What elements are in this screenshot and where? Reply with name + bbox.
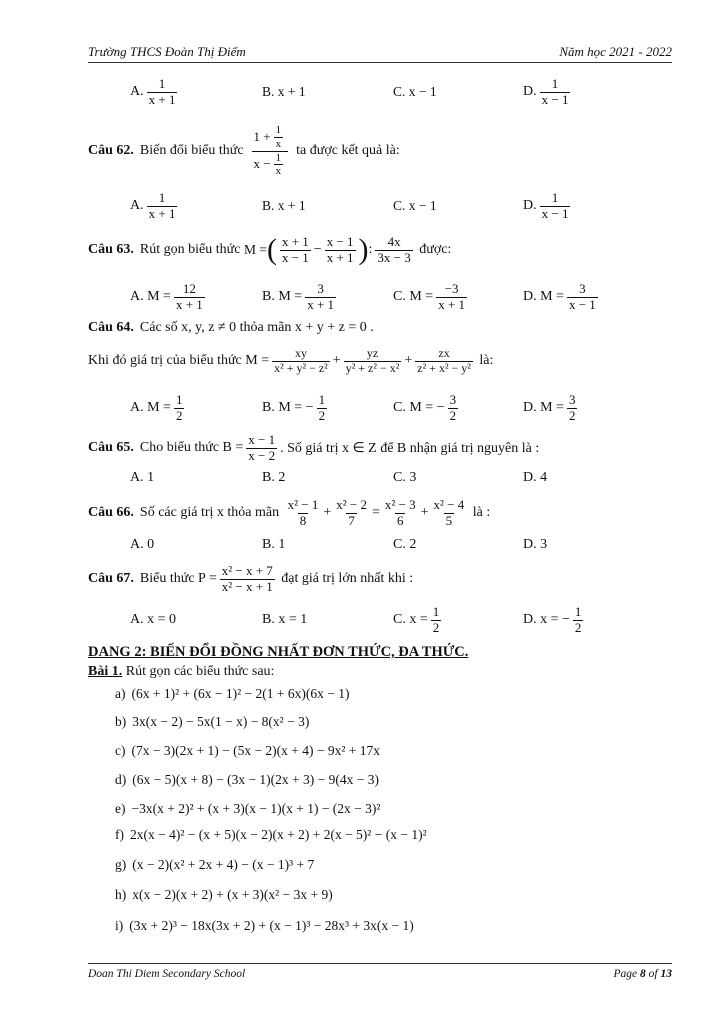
q66-options: [0, 533, 724, 557]
exercise-label: h): [115, 887, 127, 902]
q64-option-c: C. M = − $\frac{3}{2}$: [393, 391, 457, 423]
exercise-expression: (6x + 1)² + (6x − 1)² − 2(1 + 6x)(6x − 1): [131, 686, 350, 701]
q62-option-b: B. x + 1: [262, 198, 306, 213]
q65-option-b: B. 2: [262, 470, 286, 485]
q65-option-d: D. 4: [523, 470, 548, 485]
exercise-label: d): [115, 772, 127, 787]
exercise-expression: 3x(x − 2) − 5x(1 − x) − 8(x² − 3): [132, 714, 310, 729]
question-64-expression: Khi đó giá trị của biểu thức M = $\frac{xy}{\text{x² + y² − z²}}$ + $\frac{yz}{\text{y² + z² − x²}}$ + $\frac{zx}{\text{z² + x² − y²}}$ là:: [88, 345, 494, 375]
exercise-item: [115, 714, 309, 730]
q65-option-c: C. 3: [393, 470, 417, 485]
exercise-item: [115, 887, 333, 903]
exercise-expression: (6x − 5)(x + 8) − (3x − 1)(2x + 3) − 9(4x − 3): [132, 772, 380, 787]
q63-option-d: D. M = $\frac{3}{x - 1}$: [523, 280, 596, 312]
q65-options: [0, 466, 724, 490]
q61-options: [0, 75, 724, 107]
question-67: Câu 67. Biểu thức P = $\frac{\text{x² − x + 7}}{\text{x² − x + 1}}$ đạt giá trị lớn nhất khi :: [88, 562, 414, 594]
q66-label: Câu 66.: [88, 505, 134, 520]
q62-after: ta được kết quả là:: [296, 143, 400, 158]
q64-option-b: B. M = − $\frac{1}{2}$: [262, 391, 326, 423]
question-62: [88, 118, 400, 184]
exercise-item: [115, 918, 414, 934]
q62-option-c: C. x − 1: [393, 198, 437, 213]
q63-text: Rút gọn biểu thức: [139, 242, 241, 257]
q63-label: Câu 63.: [88, 242, 134, 257]
exercise-item: [115, 857, 314, 873]
exercise-label: b): [115, 714, 127, 729]
school-year: Năm học 2021 - 2022: [559, 44, 672, 59]
question-64: [88, 318, 374, 338]
exercise-item: [115, 743, 380, 759]
school-name: Trường THCS Đoàn Thị Điểm: [88, 44, 246, 59]
q66-option-d: D. 3: [523, 537, 548, 552]
exercise-expression: (3x + 2)³ − 18x(3x + 2) + (x − 1)³ − 28x³ + 3x(x − 1): [129, 918, 414, 933]
q64-options: [0, 390, 724, 426]
q64-label: Câu 64.: [88, 320, 134, 335]
exercise-expression: x(x − 2)(x + 2) + (x + 3)(x² − 3x + 9): [132, 887, 333, 902]
q64-text: Các số x, y, z ≠ 0 thỏa mãn x + y + z = 0 .: [139, 320, 374, 335]
q61-option-a: A. $\frac{1}{x + 1}$: [130, 75, 176, 107]
question-66: Câu 66. Số các giá trị x thỏa mãn $\frac{\text{x² − 1}}{8}$ + $\frac{\text{x² − 2}}{7}$ = $\frac{\text{x² − 3}}{6}$ + $\frac{\text{x² − 4}}{5}$ là :: [88, 496, 491, 528]
q62-option-d: D. $\frac{1}{x - 1}$: [523, 189, 569, 221]
page-footer: [88, 963, 672, 986]
q67-label: Câu 67.: [88, 571, 134, 586]
q62-label: Câu 62.: [88, 143, 134, 158]
q67-option-b: B. x = 1: [262, 612, 308, 627]
question-65: Câu 65. Cho biểu thức B = $\frac{x - 1}{x - 2}$ . Số giá trị x ∈ Z để B nhận giá trị nguyên là :: [88, 431, 540, 463]
exercise-1-heading: Bài 1. Rút gọn các biểu thức sau:: [88, 664, 275, 679]
exercise-label: a): [115, 686, 126, 701]
exercise-item: [115, 772, 379, 788]
q63-option-b: B. M = $\frac{3}{x + 1}$: [262, 280, 335, 312]
q65-label: Câu 65.: [88, 440, 134, 455]
q67-option-d: D. x = − $\frac{1}{2}$: [523, 603, 582, 635]
exercise-label: i): [115, 918, 124, 933]
exercise-item: [115, 801, 380, 817]
exercise-item: [115, 686, 350, 702]
q66-option-a: A. 0: [130, 537, 155, 552]
page-header: [88, 42, 672, 63]
section-heading: DANG 2: BIẾN ĐỔI ĐỒNG NHẤT ĐƠN THỨC, ĐA THỨC.: [88, 644, 469, 660]
q63-option-c: C. M = $\frac{-3}{x + 1}$: [393, 280, 466, 312]
exercise-label: g): [115, 857, 127, 872]
q65-option-a: A. 1: [130, 470, 155, 485]
exercise-expression: 2x(x − 4)² − (x + 5)(x − 2)(x + 2) + 2(x − 5)² − (x − 1)²: [130, 827, 427, 842]
exercise-expression: (x − 2)(x² + 2x + 4) − (x − 1)³ + 7: [132, 857, 315, 872]
q61-option-c: C. x − 1: [393, 84, 437, 99]
q61-option-d: D. $\frac{1}{x - 1}$: [523, 75, 569, 107]
exercise-expression: (7x − 3)(2x + 1) − (5x − 2)(x + 4) − 9x² + 17x: [131, 743, 381, 758]
q63-options: [0, 280, 724, 314]
q62-options: [0, 189, 724, 221]
q67-options: [0, 602, 724, 638]
q63-option-a: A. M = $\frac{12}{x + 1}$: [130, 280, 203, 312]
q62-expression: 1 + $\frac{1}{x}$ x − $\frac{1}{x}$: [252, 124, 289, 178]
q67-option-c: C. x = $\frac{1}{2}$: [393, 603, 440, 635]
footer-page: Page 8 of 13: [613, 968, 672, 980]
q64-option-a: A. M = $\frac{1}{2}$: [130, 391, 183, 423]
q62-text: Biến đổi biểu thức: [139, 143, 244, 158]
exercise-label: e): [115, 801, 126, 816]
exercise-expression: −3x(x + 2)² + (x + 3)(x − 1)(x + 1) − (2x − 3)²: [131, 801, 381, 816]
exercise-item: [115, 827, 427, 843]
q66-option-c: C. 2: [393, 537, 417, 552]
q64-option-d: D. M = $\frac{3}{2}$: [523, 391, 576, 423]
q67-option-a: A. x = 0: [130, 612, 177, 627]
question-63: Câu 63. Rút gọn biểu thức M = ( $\frac{x + 1}{x - 1}$ − $\frac{x - 1}{x + 1}$ ) : $\frac{4x}{3x - 3}$ được:: [88, 233, 452, 266]
q66-option-b: B. 1: [262, 537, 286, 552]
exercise-label: f): [115, 827, 124, 842]
footer-school: Doan Thi Diem Secondary School: [88, 968, 246, 980]
exercise-label: c): [115, 743, 126, 758]
q62-option-a: A. $\frac{1}{x + 1}$: [130, 189, 176, 221]
q61-option-b: B. x + 1: [262, 84, 306, 99]
